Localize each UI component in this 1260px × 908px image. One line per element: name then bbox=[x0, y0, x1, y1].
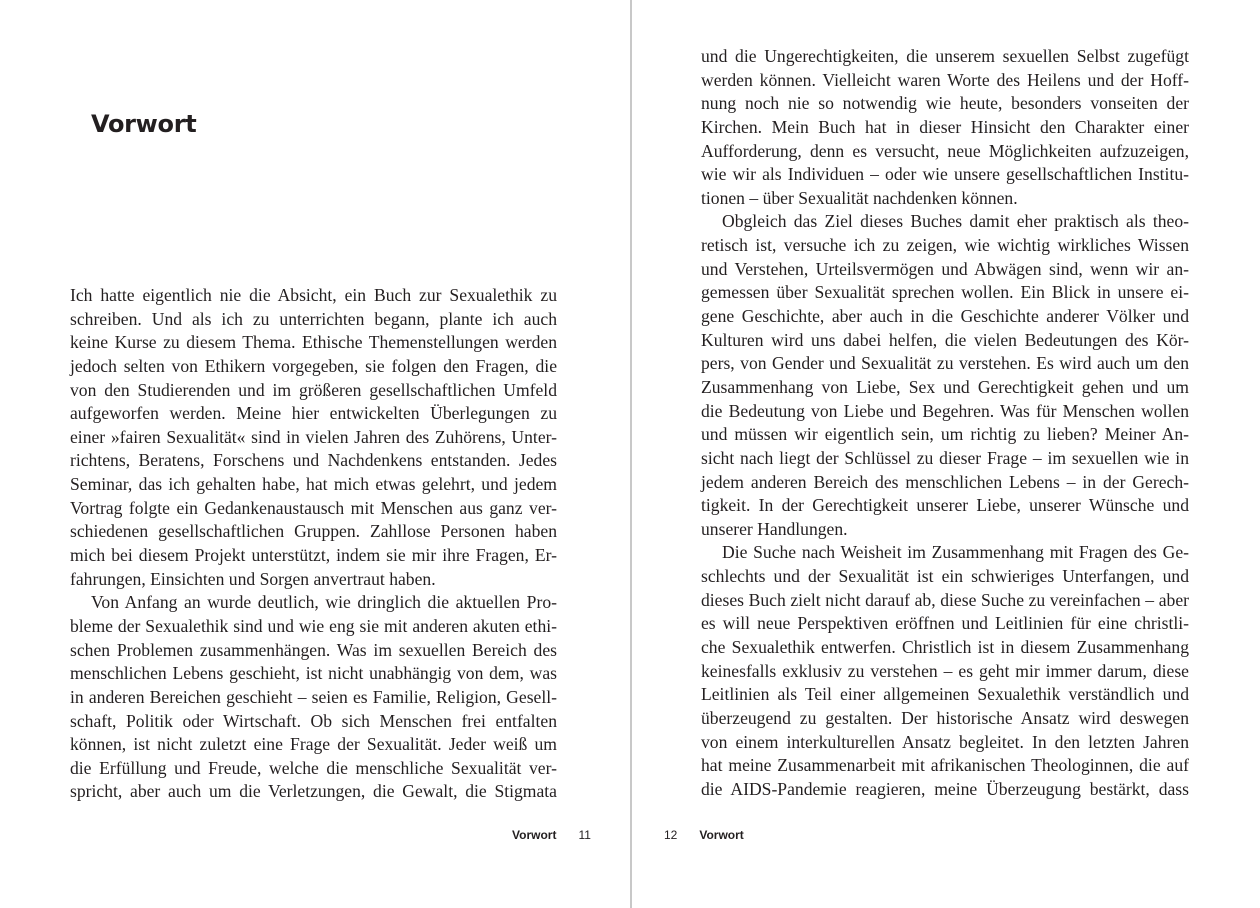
left-page-body-text bbox=[70, 284, 557, 804]
text-line: retisch ist, versuche ich zu zeigen, wie wichtig wirkliches Wissen bbox=[701, 235, 1189, 256]
text-line: hat meine Zusammenarbeit mit afrikanischen Theologinnen, die auf bbox=[701, 755, 1189, 776]
text-line: Vortrag folgte ein Gedankenaustausch mit Menschen aus ganz ver- bbox=[70, 497, 557, 518]
text-line: fahrungen, Einsichten und Sorgen anvertraut haben. bbox=[70, 568, 436, 589]
text-line: wie wir als Individuen – oder wie unsere gesellschaftlichen Institu- bbox=[701, 164, 1189, 185]
text-line: bleme der Sexualethik sind und wie eng sie mit anderen akuten ethi- bbox=[70, 615, 557, 636]
text-line: in anderen Bereichen geschieht – seien es Familie, Religion, Gesell- bbox=[70, 686, 557, 707]
text-line: Seminar, das ich gehalten habe, hat mich etwas gelehrt, und jedem bbox=[70, 474, 557, 495]
right-page-footer bbox=[664, 828, 744, 842]
text-line: Aufforderung, denn es versucht, neue Möglichkeiten aufzuzeigen, bbox=[701, 140, 1189, 161]
text-line: jedem anderen Bereich des menschlichen Lebens – in der Gerech- bbox=[701, 471, 1189, 492]
text-line: Obgleich das Ziel dieses Buches damit eher praktisch als theo- bbox=[722, 211, 1189, 232]
text-line: aufgeworfen werden. Meine hier entwickelten Überlegungen zu bbox=[70, 403, 557, 424]
text-line: menschlichen Lebens geschieht, ist nicht unabhängig von dem, was bbox=[70, 663, 557, 684]
text-line: Von Anfang an wurde deutlich, wie dringlich die aktuellen Pro- bbox=[91, 592, 557, 613]
text-line: überzeugend zu gestalten. Der historische Ansatz wird deswegen bbox=[701, 707, 1189, 728]
chapter-heading: Vorwort bbox=[91, 110, 197, 138]
running-title: Vorwort bbox=[512, 828, 557, 842]
text-line: nung noch nie so notwendig wie heute, besonders vonseiten der bbox=[701, 93, 1189, 114]
text-line: schaft, Politik oder Wirtschaft. Ob sich Menschen frei entfalten bbox=[70, 710, 557, 731]
text-line: und müssen wir eigentlich sein, um richtig zu lieben? Meiner An- bbox=[701, 424, 1189, 445]
text-line: und die Ungerechtigkeiten, die unserem sexuellen Selbst zugefügt bbox=[701, 46, 1189, 66]
text-line: richtens, Beratens, Forschens und Nachdenkens entstanden. Jedes bbox=[70, 450, 557, 471]
text-line: tigkeit. In der Gerechtigkeit unserer Liebe, unserer Wünsche und bbox=[701, 495, 1189, 516]
text-line: schlechts und der Sexualität ist ein schwieriges Unterfangen, und bbox=[701, 566, 1189, 587]
text-line: Kirchen. Mein Buch hat in dieser Hinsicht den Charakter einer bbox=[701, 116, 1189, 137]
text-line: Zusammenhang von Liebe, Sex und Gerechtigkeit gehen und um bbox=[701, 376, 1189, 397]
text-line: Leitlinien als Teil einer allgemeinen Sexualethik verständlich und bbox=[701, 684, 1189, 705]
text-line: die Bedeutung von Liebe und Begehren. Was für Menschen wollen bbox=[701, 400, 1189, 421]
text-line: tionen – über Sexualität nachdenken können. bbox=[701, 187, 1018, 208]
text-line: werden können. Vielleicht waren Worte des Heilens und der Hoff- bbox=[701, 69, 1189, 90]
text-line: und Verstehen, Urteilsvermögen und Abwägen sind, wenn wir an- bbox=[701, 258, 1189, 279]
text-line: Kulturen wird uns dabei helfen, die vielen Bedeutungen des Kör- bbox=[701, 329, 1189, 350]
text-line: sicht nach liegt der Schlüssel zu dieser Frage – im sexuellen wie in bbox=[701, 447, 1189, 468]
text-line: schreiben. Und als ich zu unterrichten begann, plante ich auch bbox=[70, 308, 557, 329]
page-number: 11 bbox=[578, 828, 591, 842]
text-line: schiedenen gesellschaftlichen Gruppen. Zahllose Personen haben bbox=[70, 521, 557, 542]
text-line: gene Geschichte, aber auch in die Geschichte anderer Völker und bbox=[701, 306, 1189, 327]
text-line: von den Studierenden und im größeren gesellschaftlichen Umfeld bbox=[70, 379, 557, 400]
text-line: che Sexualethik entwerfen. Christlich ist in diesem Zusammenhang bbox=[701, 637, 1189, 658]
page-number: 12 bbox=[664, 828, 678, 842]
text-line: es will neue Perspektiven eröffnen und Leitlinien für eine christli- bbox=[701, 613, 1189, 634]
text-line: die AIDS-Pandemie reagieren, meine Überzeugung bestärkt, dass bbox=[701, 778, 1189, 799]
left-page-footer bbox=[512, 828, 591, 842]
text-line: unserer Handlungen. bbox=[701, 518, 848, 539]
text-line: Die Suche nach Weisheit im Zusammenhang mit Fragen des Ge- bbox=[722, 542, 1189, 563]
text-line: spricht, aber auch um die Verletzungen, die Gewalt, die Stigmata bbox=[70, 781, 557, 802]
text-line: keinesfalls exklusiv zu verstehen – es geht mir immer darum, diese bbox=[701, 660, 1189, 681]
text-line: gemessen über Sexualität sprechen wollen. Ein Blick in unsere ei- bbox=[701, 282, 1189, 303]
running-title: Vorwort bbox=[699, 828, 744, 842]
text-line: mich bei diesem Projekt unterstützt, indem sie mir ihre Fragen, Er- bbox=[70, 545, 557, 566]
text-line: keine Kurse zu diesem Thema. Ethische Themenstellungen werden bbox=[70, 332, 557, 353]
text-line: von einem interkulturellen Ansatz begleitet. In den letzten Jahren bbox=[701, 731, 1189, 752]
text-line: einer »fairen Sexualität« sind in vielen Jahren des Zuhörens, Unter- bbox=[70, 426, 557, 447]
text-line: jedoch selten von Ethikern vorgegeben, sie folgen den Fragen, die bbox=[70, 355, 557, 376]
right-page-body-text bbox=[701, 45, 1189, 802]
text-line: pers, von Gender und Sexualität zu verstehen. Es wird auch um den bbox=[701, 353, 1189, 374]
text-line: Ich hatte eigentlich nie die Absicht, ein Buch zur Sexualethik zu bbox=[70, 285, 557, 305]
text-line: schen Problemen zusammenhängen. Was im sexuellen Bereich des bbox=[70, 639, 557, 660]
text-line: können, ist nicht zuletzt eine Frage der Sexualität. Jeder weiß um bbox=[70, 734, 557, 755]
right-page bbox=[632, 0, 1260, 908]
text-line: dieses Buch zielt nicht darauf ab, diese Suche zu vereinfachen – aber bbox=[701, 589, 1189, 610]
text-line: die Erfüllung und Freude, welche die menschliche Sexualität ver- bbox=[70, 757, 557, 778]
